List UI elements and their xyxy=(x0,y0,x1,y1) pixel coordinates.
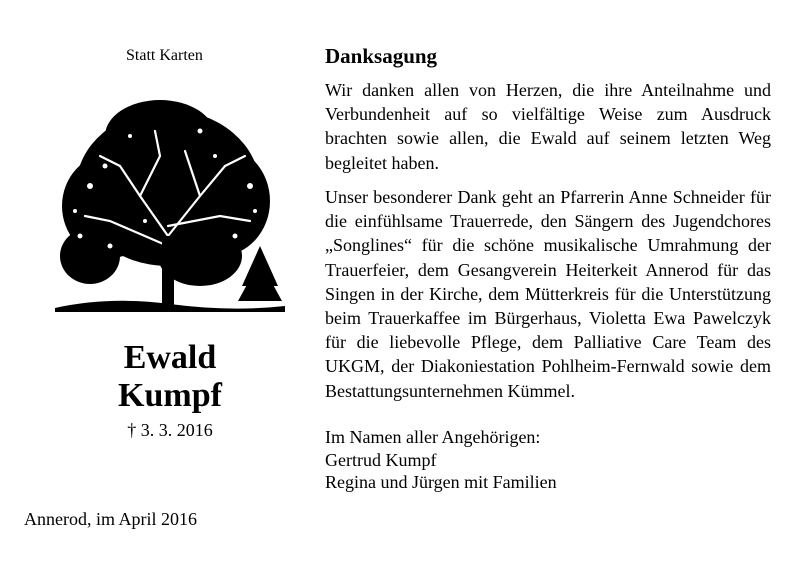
signature-line: Regina und Jürgen mit Familien xyxy=(325,472,557,492)
death-date: † 3. 3. 2016 xyxy=(127,420,213,440)
heading-danksagung: Danksagung xyxy=(325,44,438,68)
statt-karten-note: Statt Karten xyxy=(126,47,203,64)
signature-block xyxy=(325,426,771,494)
deceased-first-name: Ewald xyxy=(123,339,217,376)
signature-line: Gertrud Kumpf xyxy=(325,449,437,470)
small-fir xyxy=(238,246,282,301)
tree-icon xyxy=(50,96,290,318)
tree-trunk xyxy=(162,236,174,306)
place-and-date: Annerod, im April 2016 xyxy=(24,509,197,529)
deceased-last-name: Kumpf xyxy=(118,377,222,414)
signature-line: Im Namen aller Angehörigen: xyxy=(325,427,541,447)
thanks-paragraph-1: Wir danken allen von Herzen, die ihre Anteilnahme und Verbundenheit auf so vielfältige Weise zum Ausdruck brachten sowie allen, die Ewald auf seinem letzten Weg begleitet haben. xyxy=(325,80,771,173)
thanks-paragraph-2: Unser besonderer Dank geht an Pfarrerin Anne Schneider für die einfühlsame Trauerrede, den Sängern des Jugendchores „Songlines“ für die schöne musikalische Umrahmung der Trauerfeier, dem Gesangverein Heiterkeit Annerod für das Singen in der Kirche, dem Mütterkreis für die Unterstützung beim Trauerkaffee im Bürgerhaus, Violetta Ewa Pawelczyk für die liebevolle Pflege, dem Palliative Care Team des UKGM, der Diakoniestation Pohlheim-Fernwald sowie dem Bestattungsunternehmen Kümmel. xyxy=(325,187,771,401)
